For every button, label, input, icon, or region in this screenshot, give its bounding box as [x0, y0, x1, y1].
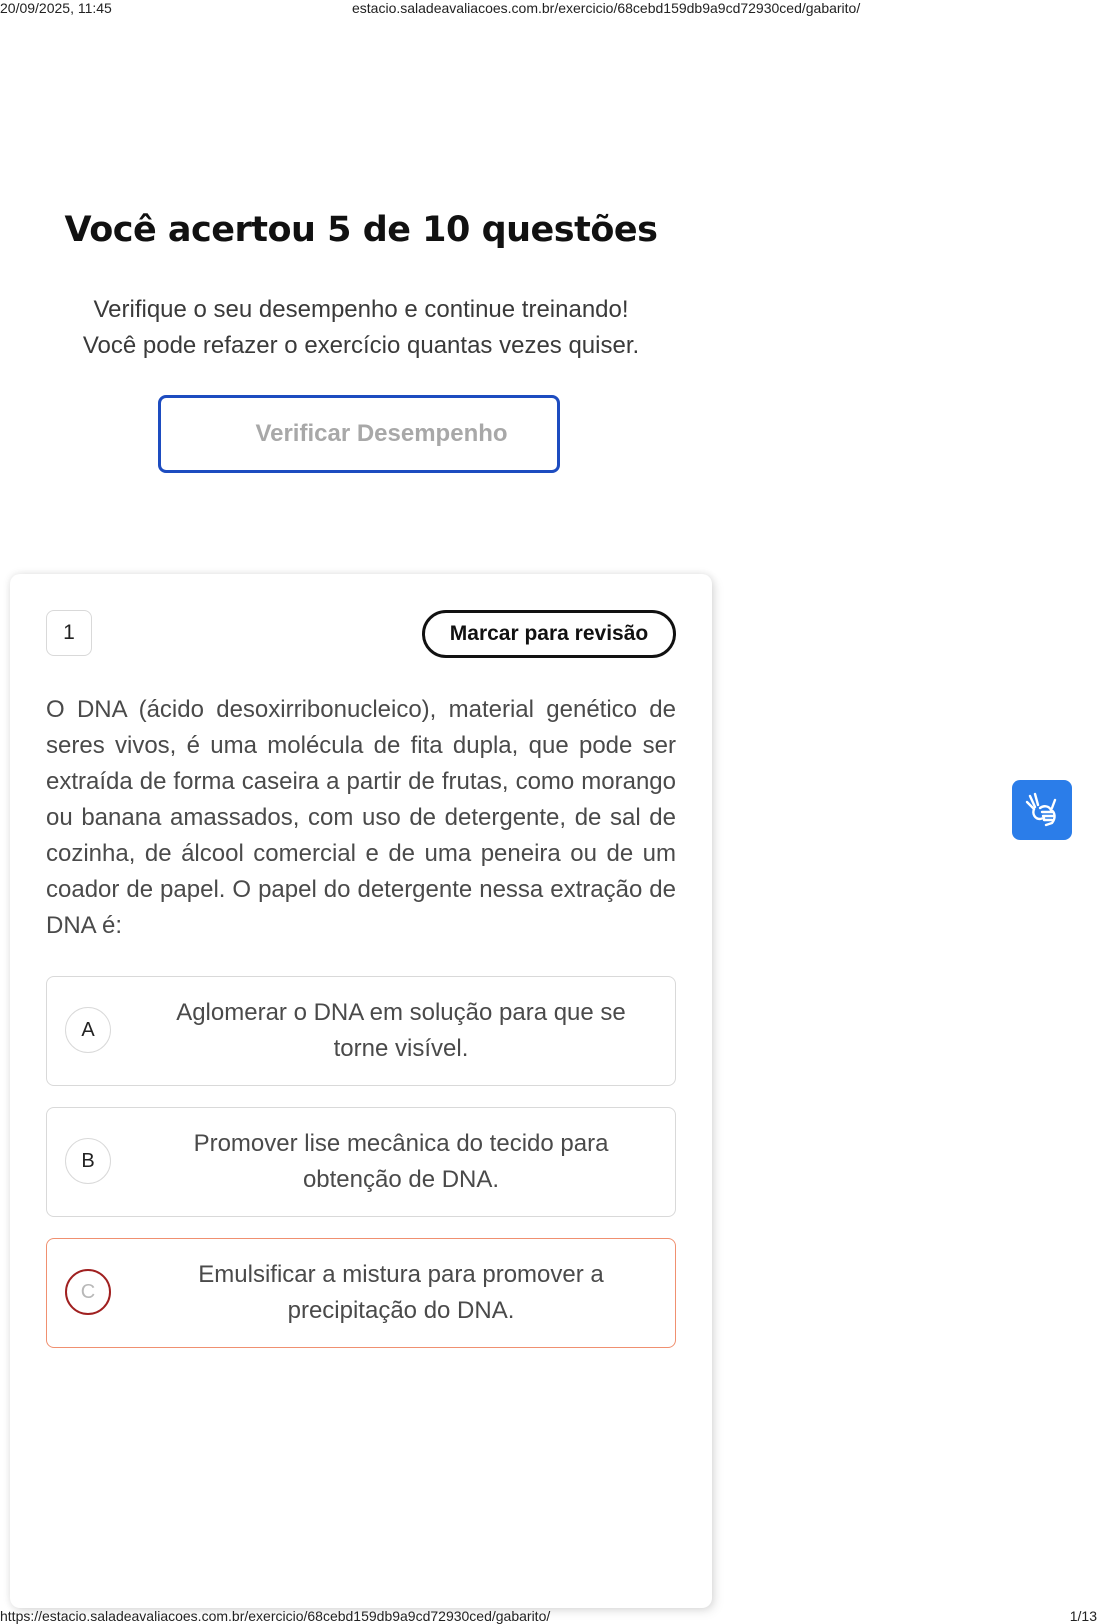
option-a[interactable]: [46, 976, 676, 1086]
sign-language-accessibility-button[interactable]: [1012, 780, 1072, 840]
print-header-url: estacio.saladeavaliacoes.com.br/exercicio/68cebd159db9a9cd72930ced/gabarito/: [352, 0, 861, 16]
question-card: [10, 574, 712, 1608]
print-header-datetime: 20/09/2025, 11:45: [0, 0, 112, 16]
result-subtitle-line1: Verifique o seu desempenho e continue treinando!: [93, 296, 629, 323]
mark-for-review-button[interactable]: Marcar para revisão: [422, 610, 676, 658]
result-subtitle: [0, 292, 722, 364]
option-c[interactable]: [46, 1238, 676, 1348]
option-c-text: Emulsificar a mistura para promover a precipitação do DNA.: [198, 1261, 604, 1324]
option-b-text: Promover lise mecânica do tecido para obtenção de DNA.: [193, 1130, 609, 1193]
result-title: Você acertou 5 de 10 questões: [64, 210, 658, 250]
result-summary: [0, 210, 722, 364]
question-text: O DNA (ácido desoxirribonucleico), material genético de seres vivos, é uma molécula de fita dupla, que pode ser extraída de forma caseira a partir de frutas, como morango ou banana amassados, com uso de detergente, de sal de cozinha, de álcool comercial e de uma peneira ou de um coador de papel. O papel do detergente nessa extração de DNA é:: [46, 696, 676, 939]
question-number: 1: [46, 610, 92, 656]
print-footer-url: https://estacio.saladeavaliacoes.com.br/exercicio/68cebd159db9a9cd72930ced/gabarito/: [0, 1608, 551, 1624]
option-a-letter: A: [65, 1007, 111, 1053]
option-c-letter: C: [65, 1269, 111, 1315]
check-performance-label: Verificar Desempenho: [255, 420, 508, 447]
sign-language-hands-icon: [1022, 790, 1062, 830]
result-subtitle-line2: Você pode refazer o exercício quantas vezes quiser.: [82, 332, 640, 359]
option-a-text: Aglomerar o DNA em solução para que se torne visível.: [176, 999, 626, 1062]
option-b[interactable]: [46, 1107, 676, 1217]
print-footer-page: 1/13: [1069, 1608, 1097, 1624]
option-b-letter: B: [65, 1138, 111, 1184]
check-performance-button[interactable]: [158, 395, 560, 473]
